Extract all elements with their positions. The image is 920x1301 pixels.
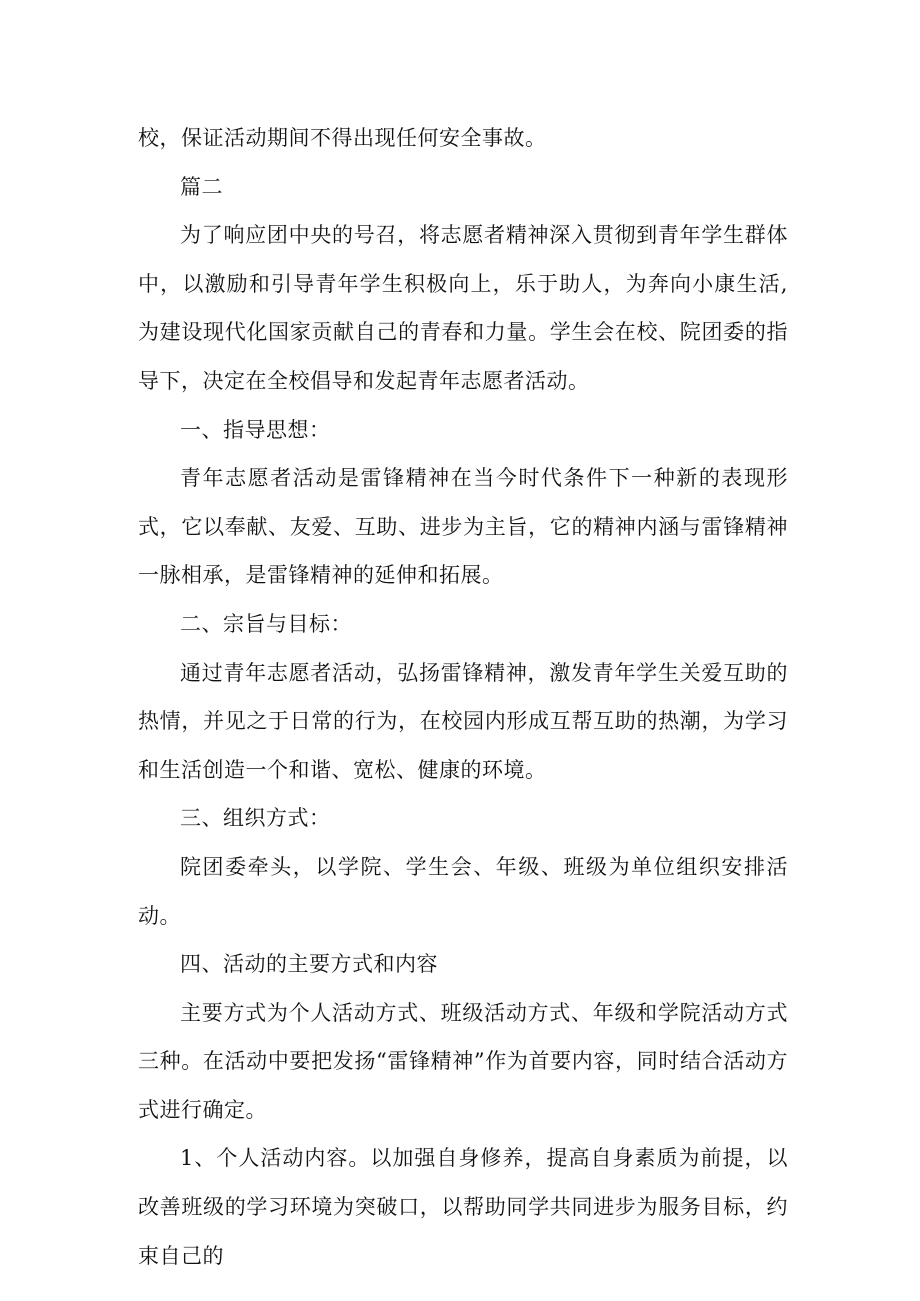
paragraph-individual-activity: 1、个人活动内容。以加强自身修养，提高自身素质为前提，以改善班级的学习环境为突破口，以帮助同学共同进步为服务目标，约束自己的 — [138, 1146, 788, 1268]
paragraph-guiding-ideology: 青年志愿者活动是雷锋精神在当今时代条件下一种新的表现形式，它以奉献、友爱、互助、进步为主旨，它的精神内涵与雷锋精神一脉相承，是雷锋精神的延伸和拓展。 — [138, 466, 788, 588]
paragraph-introduction: 为了响应团中央的号召，将志愿者精神深入贯彻到青年学生群体中，以激励和引导青年学生积极向上，乐于助人，为奔向小康生活,为建设现代化国家贡献自己的青春和力量。学生会在校、院团委的指导下，决定在全校倡导和发起青年志愿者活动。 — [138, 223, 788, 393]
heading-organization: 三、组织方式： — [180, 806, 331, 831]
heading-guiding-ideology: 一、指导思想： — [180, 417, 331, 442]
heading-purpose-goals: 二、宗旨与目标： — [180, 611, 352, 636]
paragraph-purpose-goals: 通过青年志愿者活动，弘扬雷锋精神，激发青年学生关爱互助的热情，并见之于日常的行为，在校园内形成互帮互助的热潮，为学习和生活创造一个和谐、宽松、健康的环境。 — [138, 660, 788, 782]
document-body — [138, 114, 788, 1280]
paragraph-organization: 院团委牵头，以学院、学生会、年级、班级为单位组织安排活动。 — [138, 854, 788, 928]
paragraph-continuation: 校，保证活动期间不得出现任何安全事故。 — [138, 126, 547, 150]
paragraph-activity-methods: 主要方式为个人活动方式、班级活动方式、年级和学院活动方式三种。在活动中要把发扬“雷锋精神”作为首要内容，同时结合活动方式进行确定。 — [138, 1000, 788, 1122]
section-title-part-two: 篇二 — [180, 174, 223, 199]
heading-activity-methods: 四、活动的主要方式和内容 — [180, 952, 438, 977]
